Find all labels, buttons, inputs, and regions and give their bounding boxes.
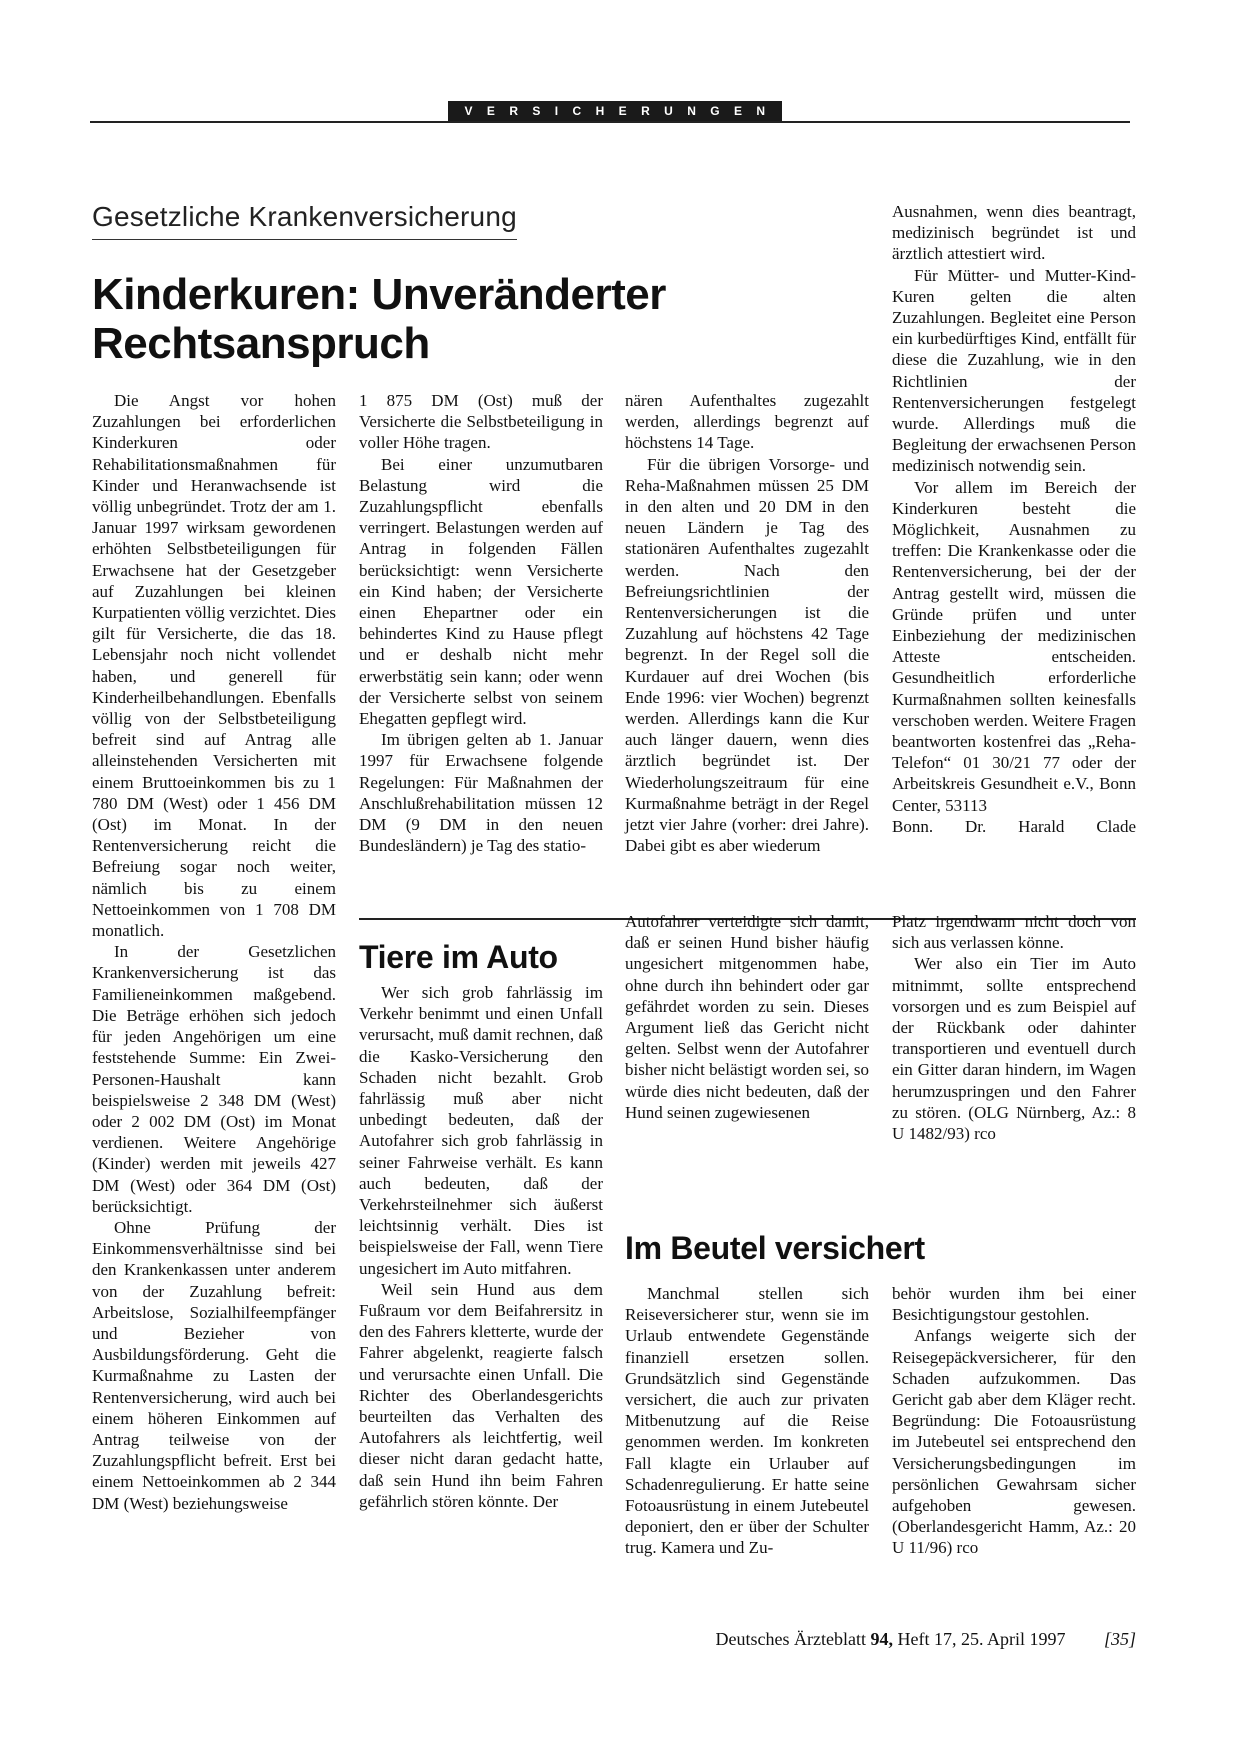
paragraph: Wer sich grob fahrlässig im Verkehr benimmt und einen Unfall verursacht, muß damit rechnen, daß die Kasko-Versicherung den Schaden nicht bezahlt. Grob fahrlässig muß aber nicht unbedingt bedeuten, daß der Autofahrer sich grob fahrlässig in seiner Fahrweise verhält. Es kann auch bedeuten, daß der Verkehrsteilnehmer sich äußerst leichtsinnig verhält. Dies ist beispielsweise der Fall, wenn Tiere ungesichert im Auto mitfahren. [359,983,603,1278]
paragraph: nären Aufenthaltes zugezahlt werden, allerdings begrenzt auf höchstens 14 Tage. [625,391,869,453]
article2-column-2 [625,911,869,1123]
paragraph: Platz irgendwann nicht doch von sich aus verlassen könne. [892,912,1136,953]
article3-title: Im Beutel versichert [625,1230,925,1266]
paragraph: Bei einer unzumutbaren Belastung wird die Zuzahlungspflicht ebenfalls verringert. Belastungen werden auf Antrag in folgenden Fällen berücksichtigt: wenn Versicherte ein Kind haben; der Versicherte einen Ehepartner oder ein behindertes Kind zu Hause pflegt und er deshalb nicht mehr erwerbstätig sein kann; oder wenn der Versicherte selbst von seinem Ehegatten gepflegt wird. [359,454,603,729]
article-headline: Kinderkuren: Unveränderter Rechtsanspruch [92,270,666,368]
article-kicker: Gesetzliche Krankenversicherung [92,200,517,240]
article2-column-3 [892,911,1136,1144]
article3-column-1 [625,1283,869,1559]
paragraph: Anfangs weigerte sich der Reisegepäckversicherer, für den Schaden aufzukommen. Das Gericht gab aber dem Kläger recht. Begründung: Die Fotoausrüstung im Jutebeutel sei entsprechend den Versicherungsbedingungen im persönlichen Gewahrsam sicher aufgehoben gewesen. (Oberlandesgericht Hamm, Az.: 20 U 11/96) rco [892,1326,1136,1558]
paragraph: Ausnahmen, wenn dies beantragt, medizinisch begründet ist und ärztlich attestiert wird. [892,202,1136,264]
paragraph: Wer also ein Tier im Auto mitnimmt, sollte entsprechend vorsorgen und es zum Beispiel auf der Rückbank oder dahinter transportieren und eventuell durch ein Gitter daran hindern, im Wagen herumzuspringen und den Fahrer zu stören. (OLG Nürnberg, Az.: 8 U 1482/93) rco [892,954,1136,1144]
paragraph: Weil sein Hund aus dem Fußraum vor dem Beifahrersitz in den des Fahrers kletterte, wurde der Fahrer abgelenkt, reagierte falsch und verursachte einen Unfall. Die Richter des Oberlandesgerichts beurteilten das Verhalten des Autofahrers als leichtfertig, weil dieser nicht daran gedacht hatte, daß sein Hund ihn beim Fahren gefährlich stören könnte. Der [359,1279,603,1511]
article2-column-1 [359,982,603,1512]
author-signature: Bonn. Dr. Harald Clade [892,816,1136,836]
article2-title: Tiere im Auto [359,939,558,975]
page-number: [35] [1103,1629,1136,1649]
paragraph: Für Mütter- und Mutter-Kind-Kuren gelten die alten Zuzahlungen. Begleitet eine Person ein kurbedürftiges Kind, entfällt für diese die Zuzahlung, wie in den Richtlinien der Rentenversicherungen festgelegt wurde. Allerdings muß die Begleitung der erwachsenen Person medizinisch notwendig sein. [892,265,1136,476]
paragraph: Im übrigen gelten ab 1. Januar 1997 für Erwachsene folgende Regelungen: Für Maßnahmen der Anschlußrehabilitation müssen 12 DM (9 DM in den neuen Bundesländern) je Tag des statio- [359,730,603,856]
paragraph: Vor allem im Bereich der Kinderkuren besteht die Möglichkeit, Ausnahmen zu treffen: Die Krankenkasse oder die Rentenversicherung, bei der der Antrag gestellt wird, müssen die Gründe prüfen und unter Einbeziehung der medizinischen Atteste entscheiden. Gesundheitlich erforderliche Kurmaßnahmen sollten keinesfalls verschoben werden. Weitere Fragen beantworten kostenfrei das „Reha-Telefon“ 01 30/21 77 oder der Arbeitskreis Gesundheit e.V., Bonn Center, 53113 [892,477,1136,815]
article1-column-4 [892,201,1136,837]
paragraph: Autofahrer verteidigte sich damit, daß er seinen Hund bisher häufig ungesichert mitgenommen habe, ohne durch ihn behindert oder gar gefährdet worden zu sein. Dieses Argument ließ das Gericht nicht gelten. Selbst wenn der Autofahrer bisher nicht belästigt worden sei, so würde dies nicht bedeuten, daß der Hund seinen zugewiesenen [625,912,869,1122]
section-tag: VERSICHERUNGEN [448,101,782,122]
journal-name: Deutsches Ärzteblatt [715,1629,866,1649]
paragraph: 1 875 DM (Ost) muß der Versicherte die Selbstbeteiligung in voller Höhe tragen. [359,391,603,453]
paragraph: Für die übrigen Vorsorge- und Reha-Maßnahmen müssen 25 DM in den alten und 20 DM in den neuen Ländern je Tag des stationären Aufenthaltes zugezahlt werden. Nach den Befreiungsrichtlinien der Rentenversicherungen ist die Zuzahlung auf höchstens 42 Tage begrenzt. In der Regel soll die Kurdauer auf drei Wochen (bis Ende 1996: vier Wochen) begrenzt werden. Allerdings kann die Kur auch länger dauern, wenn dies ärztlich begründet ist. Der Wiederholungszeitraum für eine Kurmaßnahme beträgt in der Regel jetzt vier Jahre (vorher: drei Jahre). Dabei gibt es aber wiederum [625,454,869,856]
paragraph: Die Angst vor hohen Zuzahlungen bei erforderlichen Kinderkuren oder Rehabilitationsmaßnahmen für Kinder und Heranwachsende ist völlig unbegründet. Trotz der am 1. Januar 1997 wirksam gewordenen erhöhten Selbstbeteiligungen für Erwachsene hat der Gesetzgeber auf Zuzahlungen bei kleinen Kurpatienten völlig verzichtet. Dies gilt für Versicherte, die das 18. Lebensjahr noch nicht vollendet haben, und generell für Kinderheilbehandlungen. Ebenfalls völlig von der Selbstbeteiligung befreit sind auf Antrag alle alleinstehenden Versicherten mit einem Bruttoeinkommen bis zu 1 780 DM (West) oder 1 456 DM (Ost) im Monat. In der Rentenversicherung reicht die Befreiung sogar noch weiter, nämlich bis zu einem Nettoeinkommen von 1 708 DM monatlich. [92,391,336,941]
paragraph: behör wurden ihm bei einer Besichtigungstour gestohlen. [892,1284,1136,1325]
page-footer [600,1628,1136,1650]
paragraph: Ohne Prüfung der Einkommensverhältnisse sind bei den Krankenkassen unter anderem von der Zuzahlung befreit: Arbeitslose, Sozialhilfeempfänger und Bezieher von Ausbildungsförderung. Geht die Kurmaßnahme zu Lasten der Rentenversicherung, wird auch bei einem höheren Einkommen auf Antrag teilweise von der Zuzahlungspflicht befreit. Erst bei einem Nettoeinkommen ab 2 344 DM (West) beziehungsweise [92,1217,336,1513]
journal-issue: Heft 17, 25. April 1997 [897,1629,1066,1649]
journal-volume: 94, [870,1629,893,1649]
article1-column-2 [359,390,603,856]
article1-column-1 [92,390,336,1514]
paragraph: In der Gesetzlichen Krankenversicherung ist das Familieneinkommen maßgebend. Die Beträge erhöhen sich jedoch für jeden Angehörigen um eine feststehende Summe: Ein Zwei-Personen-Haushalt kann beispielsweise 2 348 DM (West) oder 2 002 DM (Ost) im Monat verdienen. Weitere Angehörige (Kinder) werden mit jeweils 427 DM (West) oder 364 DM (Ost) berücksichtigt. [92,942,336,1216]
article1-column-3 [625,390,869,856]
header-rule [90,121,1130,123]
paragraph: Manchmal stellen sich Reiseversicherer stur, wenn sie im Urlaub entwendete Gegenstände finanziell ersetzen sollen. Grundsätzlich sind Gegenstände versichert, die auch zur privaten Mitbenutzung auf die Reise genommen werden. Im konkreten Fall klagte ein Urlauber auf Schadenregulierung. Er hatte seine Fotoausrüstung in einem Jutebeutel deponiert, den er über der Schulter trug. Kamera und Zu- [625,1284,869,1558]
article3-column-2 [892,1283,1136,1559]
